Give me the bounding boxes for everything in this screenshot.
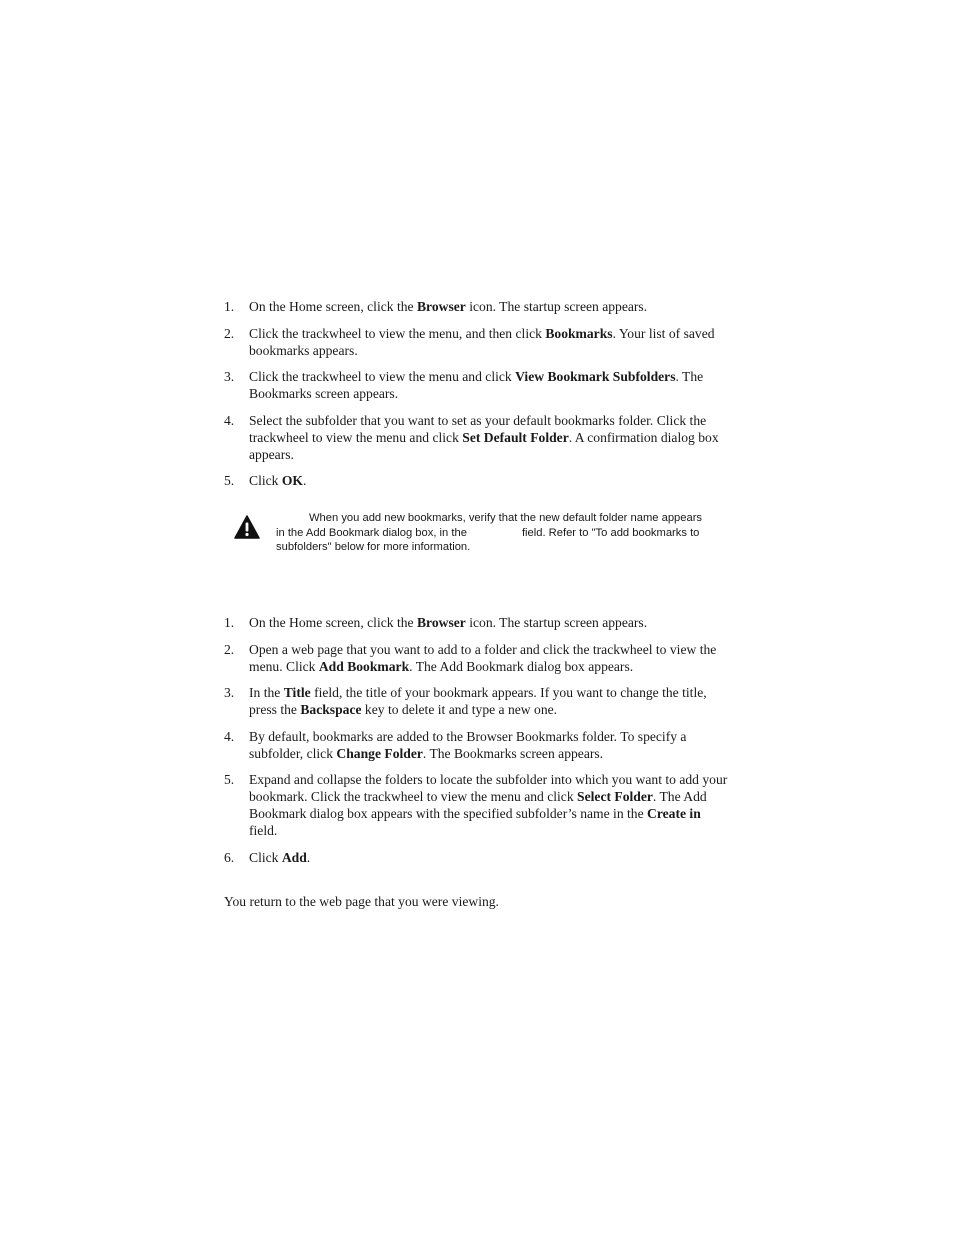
step-text: field. (249, 823, 278, 838)
step-text: field, the title of your bookmark appears. If you want to change the title, press the (249, 685, 707, 717)
step-number: 2. (224, 641, 235, 657)
note-line-3: subfolders" below for more information. (276, 541, 471, 554)
step-text: . The Add Bookmark dialog box appears. (409, 658, 634, 674)
step-text: . Your list of saved bookmarks appears. (249, 325, 715, 358)
step-text: . (306, 849, 311, 865)
note-line-1: When you add new bookmarks, verify that the new default folder name appears (309, 512, 703, 524)
note-line-2: in the Add Bookmark dialog box, in the field. Refer to "To add bookmarks to (276, 526, 700, 539)
step-text: In the (249, 685, 284, 700)
step-bold-term: Bookmarks (545, 325, 613, 341)
step-text: Select the subfolder that you want to set as your default bookmarks folder. Click the trackwheel to view the menu and click (249, 412, 707, 445)
step-text: key to delete it and type a new one. (361, 702, 558, 717)
step-text: By default, bookmarks are added to the Browser Bookmarks folder. To specify a subfolder, click (249, 728, 687, 761)
step-item (224, 641, 732, 675)
step-text: On the Home screen, click the (249, 615, 417, 630)
step-text: . A confirmation dialog box appears. (249, 429, 719, 462)
step-number: 5. (224, 772, 235, 787)
step-item (224, 298, 732, 315)
step-bold-term: Browser (416, 615, 466, 630)
step-item (224, 614, 732, 631)
step-item (224, 728, 732, 762)
step-bold-term: Title (283, 685, 311, 700)
step-item (224, 368, 732, 402)
set-default-folder-steps (224, 298, 732, 499)
step-bold-term: Change Folder (336, 745, 423, 761)
add-to-subfolder-steps (224, 614, 732, 875)
step-text: . (303, 473, 307, 488)
step-bold-term: Add (281, 849, 307, 865)
step-text: icon. The startup screen appears. (465, 615, 648, 630)
step-number: 5. (224, 473, 235, 488)
step-text: Click the trackwheel to view the menu and click (249, 369, 516, 384)
step-text: Open a web page that you want to add to a folder and click the trackwheel to view the menu. Click (249, 641, 717, 674)
step-bold-term: Backspace (300, 702, 362, 717)
step-bold-term: Select Folder (577, 789, 653, 804)
step-text: . The Bookmarks screen appears. (422, 745, 604, 761)
step-text: . The Add Bookmark dialog box appears with the specified subfolder’s name in the (249, 789, 707, 821)
step-item (224, 472, 732, 489)
step-item (224, 325, 732, 359)
step-text: Click (249, 473, 282, 488)
step-text: . The Bookmarks screen appears. (249, 369, 704, 401)
warning-note (232, 511, 732, 557)
step-bold-term: OK (281, 473, 304, 488)
step-text: Click the trackwheel to view the menu, and then click (249, 325, 546, 341)
step-number: 1. (224, 299, 235, 314)
step-bold-term: View Bookmark Subfolders (515, 369, 676, 384)
step-item (224, 684, 732, 718)
closing-text: You return to the web page that you were viewing. (224, 894, 499, 909)
step-item (224, 849, 732, 866)
step-number: 1. (224, 615, 235, 630)
step-text: On the Home screen, click the (249, 299, 417, 314)
step-text: icon. The startup screen appears. (465, 299, 648, 314)
step-number: 4. (224, 728, 235, 744)
step-item (224, 412, 732, 463)
step-bold-term: Create in (647, 806, 701, 821)
step-number: 3. (224, 369, 235, 384)
step-number: 3. (224, 685, 235, 700)
step-bold-term: Add Bookmark (318, 658, 410, 674)
step-bold-term: Browser (416, 299, 466, 314)
warning-triangle-icon (234, 515, 260, 539)
step-number: 6. (224, 849, 235, 865)
step-text: Click (249, 849, 282, 865)
step-number: 4. (224, 412, 235, 428)
note-text (276, 511, 728, 555)
step-item (224, 771, 732, 839)
step-text: Expand and collapse the folders to locate the subfolder into which you want to add your bookmark. Click the trackwheel to view the menu and click (249, 772, 728, 804)
step-bold-term: Set Default Folder (462, 429, 569, 445)
step-number: 2. (224, 325, 235, 341)
